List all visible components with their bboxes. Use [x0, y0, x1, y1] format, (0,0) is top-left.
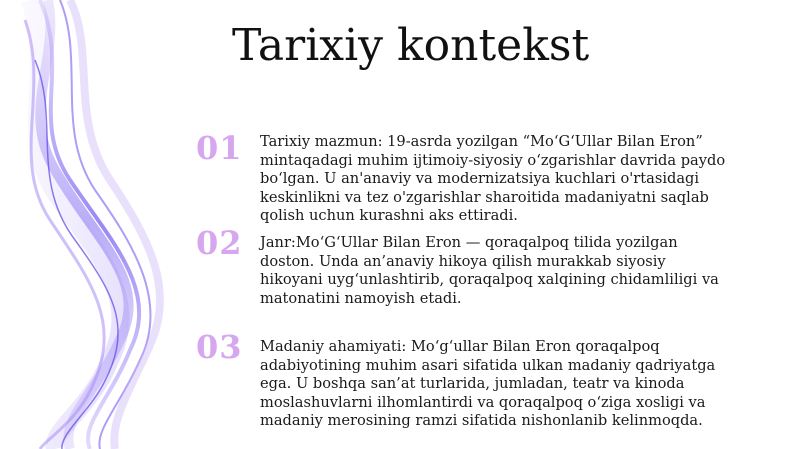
- item-text: Madaniy ahamiyati: Mo‘g‘ullar Bilan Eron qoraqalpoq adabiyotining muhim asari sifatida ulkan madaniy qadriyatga ega. U boshqa san’at turlarida, jumladan, teatr va kinoda moslashuvlarni ilhomlantirdi va qoraqalpoq o‘ziga xosligi va madaniy merosining ramzi sifatida nishonlanib kelinmoqda.: [260, 338, 716, 430]
- page-title: Tarixiy kontekst: [232, 20, 590, 71]
- item-number: 01: [196, 129, 243, 167]
- item-number: 02: [196, 224, 243, 262]
- item-text: Tarixiy mazmun: 19-asrda yozilgan “Mo‘G‘Ullar Bilan Eron” mintaqadagi muhim ijtimoiy-siyosiy o‘zgarishlar davrida paydo bo‘lgan. U an'anaviy va modernizatsiya kuchlari o'rtasidagi keskinlikni va tez o'zgarishlar sharoitida madaniyatni saqlab qolish uchun kurashni aks ettiradi.: [260, 133, 726, 225]
- decorative-smoke-wave: [0, 0, 210, 449]
- item-number: 03: [196, 328, 243, 366]
- item-text: Janr:Mo‘G‘Ullar Bilan Eron — qoraqalpoq tilida yozilgan doston. Unda an’anaviy hikoya qilish murakkab siyosiy hikoyani uyg‘unlashtirib, qoraqalpoq xalqining chidamliligi va matonatini namoyish etadi.: [260, 234, 719, 307]
